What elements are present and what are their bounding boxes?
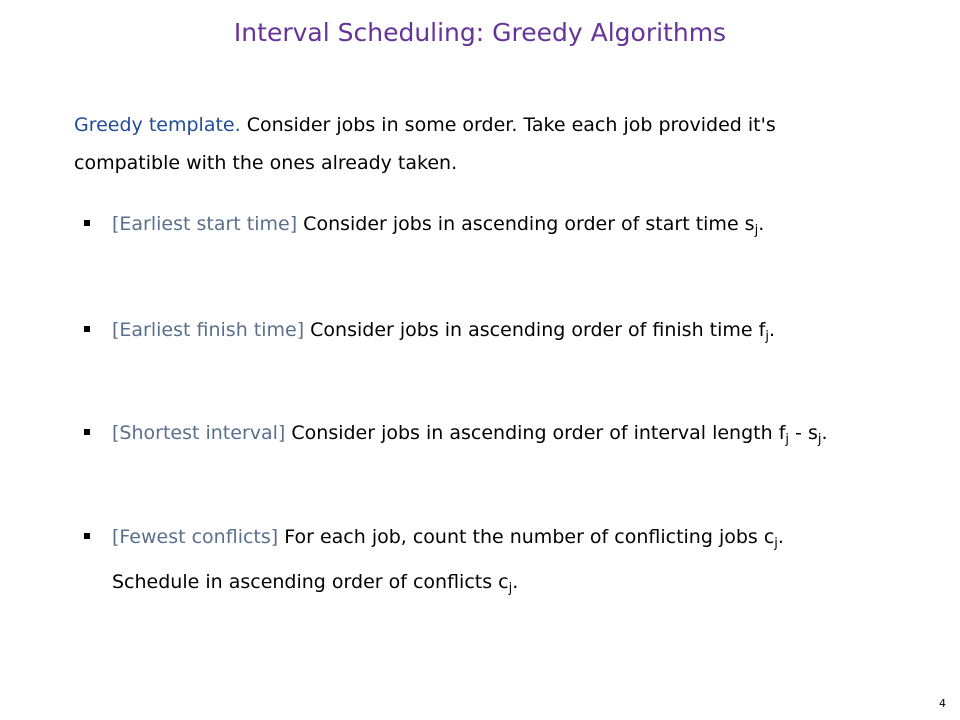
subscript: j bbox=[817, 432, 822, 447]
bullet-text bbox=[112, 414, 864, 459]
greedy-template-label: Greedy template. bbox=[74, 114, 241, 136]
subscript: j bbox=[765, 329, 769, 344]
bullet-marker bbox=[84, 533, 90, 539]
bullet-body: Consider jobs in ascending order of interval length f bbox=[285, 422, 786, 444]
bullet-text bbox=[112, 518, 864, 608]
bullet-label: [Fewest conflicts] bbox=[112, 526, 279, 548]
bullet-body-end: . bbox=[821, 422, 828, 444]
bullet-earliest-finish bbox=[84, 311, 864, 356]
subscript: j bbox=[508, 581, 513, 596]
bullet-body-cont: . Schedule in ascending order of conflicts c bbox=[112, 526, 784, 593]
greedy-template-paragraph bbox=[74, 106, 874, 182]
page-number: 4 bbox=[939, 697, 946, 710]
bullet-text bbox=[112, 205, 864, 250]
bullet-shortest-interval bbox=[84, 414, 864, 459]
subscript: j bbox=[774, 536, 778, 551]
bullet-body-end: . bbox=[512, 571, 519, 593]
bullet-body-cont: - s bbox=[789, 422, 818, 444]
bullet-body-cont: . bbox=[758, 213, 765, 235]
bullet-label: [Shortest interval] bbox=[112, 422, 286, 444]
bullet-marker bbox=[84, 326, 90, 332]
bullet-earliest-start bbox=[84, 205, 864, 250]
bullet-body: Consider jobs in ascending order of finish time f bbox=[304, 319, 766, 341]
bullet-body: For each job, count the number of conflicting jobs c bbox=[278, 526, 775, 548]
bullet-fewest-conflicts bbox=[84, 518, 864, 608]
subscript: j bbox=[785, 432, 790, 447]
bullet-label: [Earliest start time] bbox=[112, 213, 298, 235]
bullet-text bbox=[112, 311, 864, 356]
bullet-marker bbox=[84, 220, 90, 226]
greedy-template-text: Consider jobs in some order. Take each job provided it's compatible with the ones already taken. bbox=[74, 114, 776, 174]
bullet-body-cont: . bbox=[768, 319, 775, 341]
bullet-label: [Earliest finish time] bbox=[112, 319, 305, 341]
bullet-marker bbox=[84, 429, 90, 435]
subscript: j bbox=[754, 223, 759, 238]
bullet-body: Consider jobs in ascending order of start time s bbox=[297, 213, 755, 235]
slide-title: Interval Scheduling: Greedy Algorithms bbox=[233, 18, 727, 47]
